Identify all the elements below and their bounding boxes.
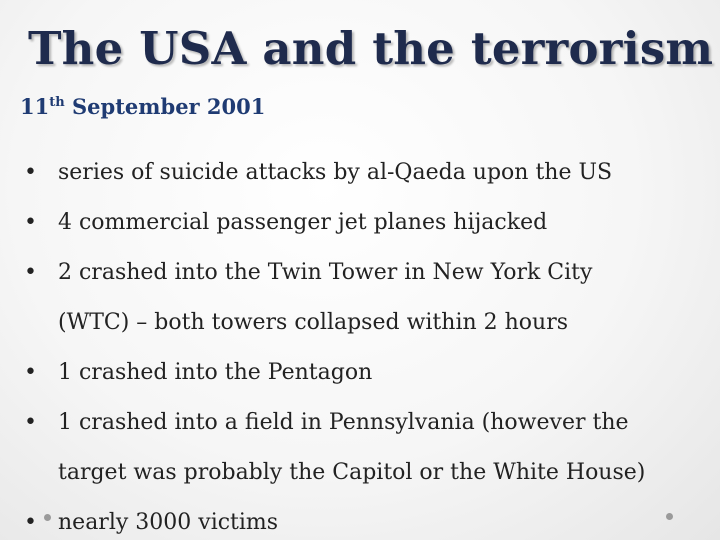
list-item-text: 2 crashed into the Twin Tower in New York City — [58, 260, 593, 285]
list-item-text: 1 crashed into a field in Pennsylvania (however the — [58, 410, 629, 435]
bullet-icon: • — [24, 210, 37, 235]
list-item-text: 1 crashed into the Pentagon — [58, 360, 373, 385]
list-item-text: (WTC) – both towers collapsed within 2 hours — [58, 310, 569, 335]
list-item-text: nearly 3000 victims — [58, 510, 279, 535]
slide-subtitle — [20, 94, 265, 119]
decorative-dot-icon — [666, 513, 673, 520]
list-item-text: series of suicide attacks by al-Qaeda upon the US — [58, 160, 613, 185]
subtitle-ordinal-suffix: th — [49, 95, 65, 110]
list-item-text: 4 commercial passenger jet planes hijacked — [58, 210, 548, 235]
bullet-icon: • — [24, 510, 37, 535]
bullet-icon: • — [24, 360, 37, 385]
bullet-icon: • — [24, 160, 37, 185]
subtitle-day: 11 — [20, 94, 50, 119]
list-item-text: target was probably the Capitol or the White House) — [58, 460, 646, 485]
bullet-icon: • — [24, 410, 37, 435]
bullet-icon: • — [24, 260, 37, 285]
decorative-dot-icon — [44, 514, 51, 521]
slide-title: The USA and the terrorism — [28, 22, 714, 75]
subtitle-month-year: September 2001 — [72, 94, 266, 119]
